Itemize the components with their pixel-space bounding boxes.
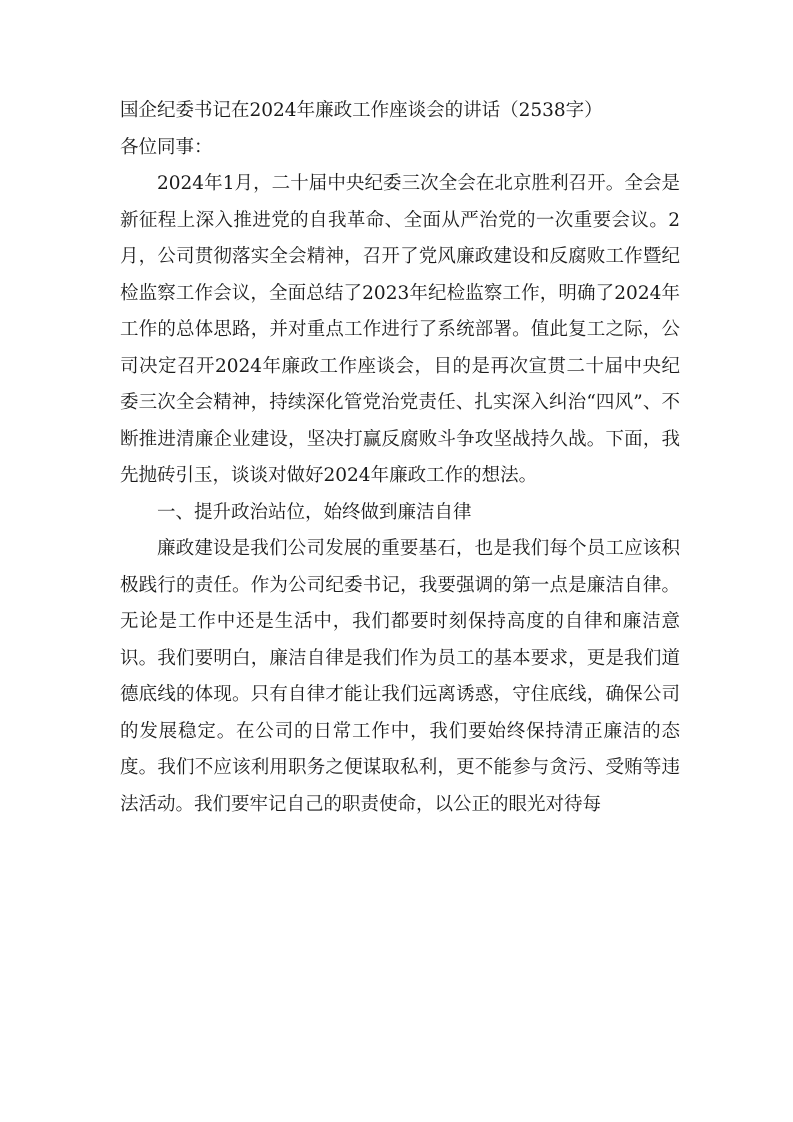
paragraph-section-1: 廉政建设是我们公司发展的重要基石，也是我们每个员工应该积极践行的责任。作为公司纪委书记，我要强调的第一点是廉洁自律。无论是工作中还是生活中，我们都要时刻保持高度的自律和廉洁意识。我们要明白，廉洁自律是我们作为员工的基本要求，更是我们道德底线的体现。只有自律才能让我们远离诱惑，守住底线，确保公司的发展稳定。在公司的日常工作中，我们要始终保持清正廉洁的态度。我们不应该利用职务之便谋取私利，更不能参与贪污、受贿等违法活动。我们要牢记自己的职责使命，以公正的眼光对待每 <box>120 538 680 815</box>
document-title: 国企纪委书记在2024年廉政工作座谈会的讲话（2538字） <box>120 100 603 121</box>
document-body <box>120 93 680 823</box>
section-heading-1: 一、提升政治站位，始终做到廉洁自律 <box>157 501 472 523</box>
paragraph-intro: 2024年1月，二十届中央纪委三次全会在北京胜利召开。全会是新征程上深入推进党的自我革命、全面从严治党的一次重要会议。2月，公司贯彻落实全会精神，召开了党风廉政建设和反腐败工作暨纪检监察工作会议，全面总结了2023年纪检监察工作，明确了2024年工作的总体思路，并对重点工作进行了系统部署。值此复工之际，公司决定召开2024年廉政工作座谈会，目的是再次宣贯二十届中央纪委三次全会精神，持续深化管党治党责任、扎实深入纠治“四风”、不断推进清廉企业建设，坚决打赢反腐败斗争攻坚战持久战。下面，我先抛砖引玉，谈谈对做好2024年廉政工作的想法。 <box>120 173 680 486</box>
salutation: 各位同事： <box>120 136 213 158</box>
